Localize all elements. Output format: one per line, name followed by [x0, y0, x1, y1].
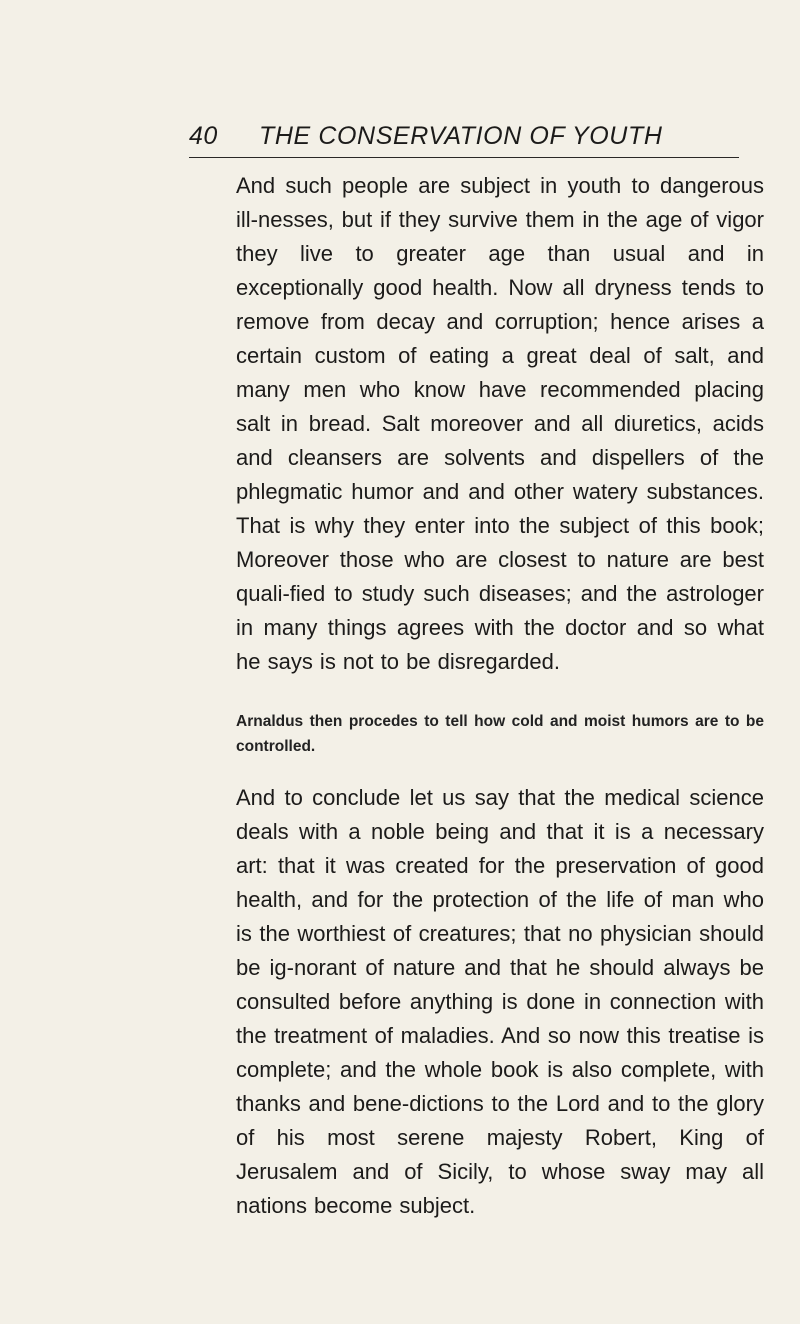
- paragraph-1: And such people are subject in youth to dangerous ill-nesses, but if they survive them in the age of vigor they live to greater age than usual and in exceptionally good health. Now all dryness tends to remove from decay and corruption; hence arises a certain custom of eating a great deal of salt, and many men who know have recommended placing salt in bread. Salt moreover and all diuretics, acids and cleansers are solvents and dispellers of the phlegmatic humor and and other watery substances. That is why they enter into the subject of this book; Moreover those who are closest to nature are best quali-fied to study such diseases; and the astrologer in many things agrees with the doctor and so what he says is not to be disregarded.: [236, 173, 764, 674]
- running-title: THE CONSERVATION OF YOUTH: [259, 122, 663, 150]
- paragraph-2: And to conclude let us say that the medical science deals with a noble being and that it is a necessary art: that it was created for the preservation of good health, and for the protection of the life of man who is the worthiest of creatures; that no physician should be ig-norant of nature and that he should always be consulted before anything is done in connection with the treatment of maladies. And so now this treatise is complete; and the whole book is also complete, with thanks and bene-dictions to the Lord and to the glory of his most serene majesty Robert, King of Jerusalem and of Sicily, to whose sway may all nations become subject.: [236, 785, 764, 1218]
- editorial-note: Arnaldus then procedes to tell how cold and moist humors are to be controlled.: [236, 713, 764, 755]
- page-number: 40: [189, 122, 218, 150]
- main-text: [236, 169, 764, 1223]
- running-header: [189, 117, 739, 158]
